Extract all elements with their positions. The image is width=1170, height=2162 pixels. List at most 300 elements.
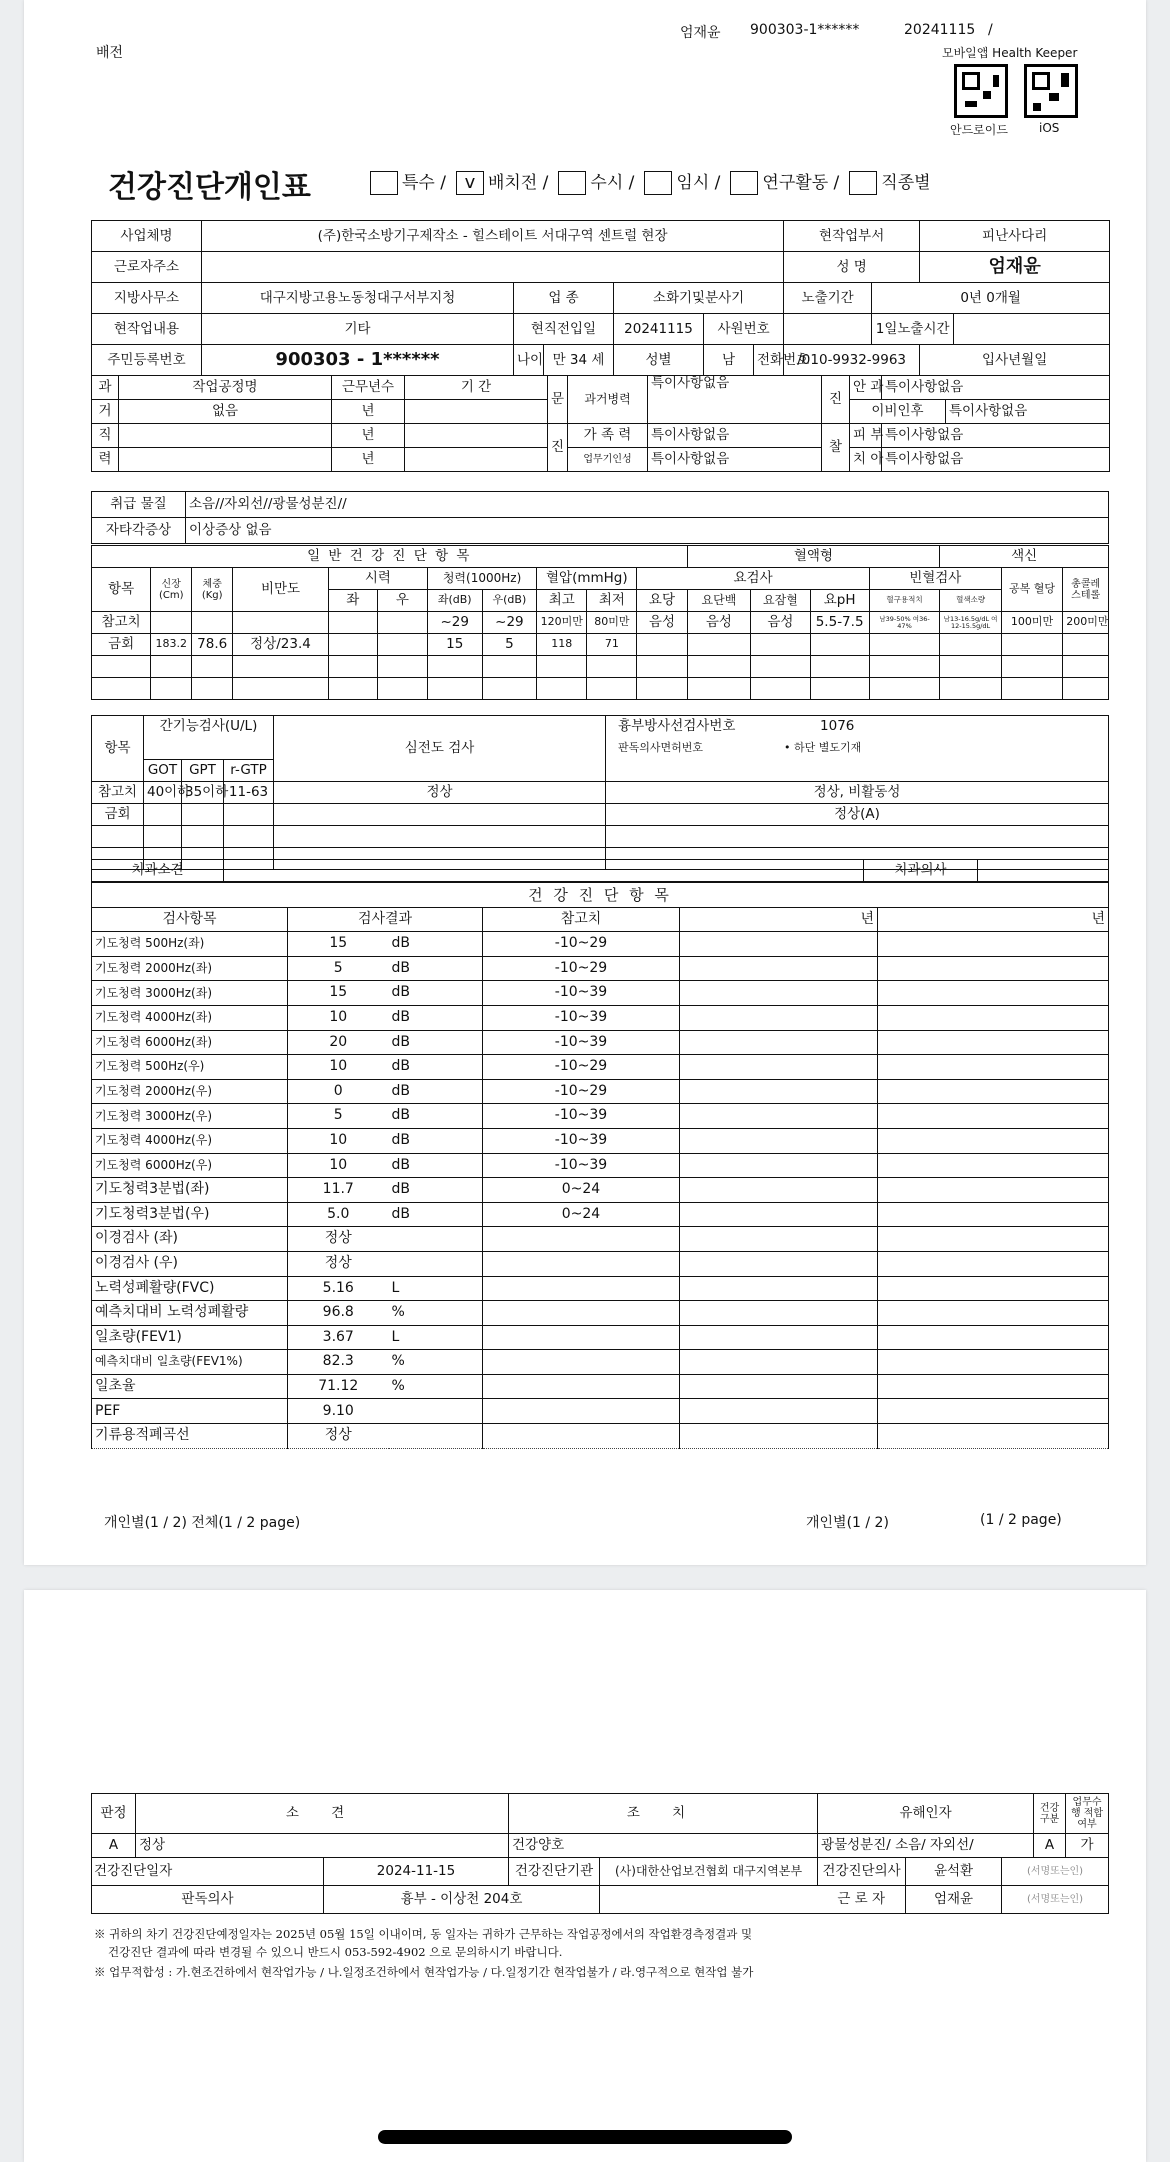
- history-table: [91, 375, 1110, 472]
- test-row: [92, 1153, 1109, 1178]
- side-past-2: 거: [92, 400, 119, 424]
- general-ref-10: 음성: [637, 612, 687, 634]
- test-year-1: [680, 1325, 878, 1350]
- past-illness-value: 특이사항없음: [648, 376, 822, 424]
- test-name: 기도청력 3000Hz(좌): [92, 981, 288, 1006]
- col-years: 근무년수: [332, 376, 405, 400]
- exam-type-separator: /: [623, 173, 635, 193]
- h-vision-right: 우: [377, 590, 427, 612]
- test-row: [92, 1424, 1109, 1449]
- dental-table: [91, 859, 1109, 882]
- header-date: 20241115: [904, 22, 976, 38]
- general-reference-row: [92, 612, 1109, 634]
- test-reference: 0~24: [483, 1202, 680, 1227]
- general-val-15: [940, 634, 1001, 656]
- label-hire-date: 입사년월일: [920, 345, 1110, 376]
- sex-value: 남: [704, 345, 754, 376]
- h-work-fitness: 업무수행 적합여부: [1066, 1794, 1109, 1834]
- test-row: [92, 1399, 1109, 1424]
- chest-xray-cell: [606, 716, 1109, 782]
- test-items-table: [91, 882, 1109, 1449]
- jinchal-2: 찰: [822, 424, 850, 472]
- h-glucose: 공복 혈당: [1001, 568, 1062, 612]
- test-unit: dB: [389, 1030, 483, 1055]
- reader-license-label: 판독의사면허번호: [618, 741, 704, 754]
- general-val-0: 금회: [92, 634, 151, 656]
- h-test-ref: 참고치: [483, 907, 680, 932]
- test-year-1: [680, 1276, 878, 1301]
- h-vision-left: 좌: [328, 590, 377, 612]
- test-result: 9.10: [288, 1399, 389, 1424]
- home-indicator[interactable]: [378, 2130, 792, 2144]
- got-ref: 40이하: [144, 782, 182, 804]
- h-rgtp: r-GTP: [224, 760, 274, 782]
- h-findings: 소 견: [136, 1794, 509, 1834]
- test-row: [92, 1227, 1109, 1252]
- test-year-1: [680, 956, 878, 981]
- label-teeth: 치 아: [850, 448, 882, 472]
- test-unit: dB: [389, 1153, 483, 1178]
- ios-label: iOS: [1039, 121, 1060, 135]
- test-year-2: [878, 932, 1109, 957]
- test-name: 일초량(FEV1): [92, 1325, 288, 1350]
- general-val-12: [751, 634, 810, 656]
- company-name: (주)한국소방기구제작소 - 힐스테이트 서대구역 센트럴 현장: [202, 221, 784, 252]
- test-name: 기도청력 4000Hz(좌): [92, 1005, 288, 1030]
- action-value: 건강양호: [509, 1834, 818, 1858]
- doctor-signature: (서명또는인): [1002, 1858, 1109, 1886]
- test-name: 기류용적폐곡선: [92, 1424, 288, 1449]
- general-ref-4: [328, 612, 377, 634]
- h-urine-blood: 요잠혈: [751, 590, 810, 612]
- test-year-2: [878, 1251, 1109, 1276]
- test-year-1: [680, 1055, 878, 1080]
- h-test-item: 검사항목: [92, 907, 288, 932]
- test-row: [92, 1276, 1109, 1301]
- test-unit: dB: [389, 1005, 483, 1030]
- general-ref-2: [192, 612, 233, 634]
- exam-type-separator: /: [709, 173, 721, 193]
- label-work-content: 현작업내용: [92, 314, 202, 345]
- test-year-2: [878, 1350, 1109, 1375]
- h-weight: 체중 (Kg): [192, 568, 233, 612]
- h-hazard: 유해인자: [818, 1794, 1034, 1834]
- exam-type-2: [558, 173, 634, 193]
- exam-type-separator: /: [434, 173, 446, 193]
- test-year-1: [680, 1202, 878, 1227]
- ios-qr-code[interactable]: [1024, 64, 1078, 118]
- mobile-app-label: 모바일앱 Health Keeper: [942, 46, 1078, 60]
- exam-type-checkbox[interactable]: [644, 171, 672, 195]
- test-result: 96.8: [288, 1301, 389, 1326]
- test-unit: %: [389, 1374, 483, 1399]
- label-eye: 안 과: [850, 376, 882, 400]
- test-name: 기도청력3분법(좌): [92, 1178, 288, 1203]
- label-exposure-period: 노출기간: [784, 283, 872, 314]
- substances-value: 소음//자외선//광물성분진//: [186, 492, 1109, 518]
- test-result: 0: [288, 1079, 389, 1104]
- test-reference: -10~39: [483, 1104, 680, 1129]
- general-val-13: [810, 634, 869, 656]
- test-reference: [483, 1301, 680, 1326]
- test-result: 10: [288, 1128, 389, 1153]
- form-title: 건강진단개인표: [108, 170, 311, 205]
- exam-type-1: [456, 173, 548, 193]
- h-urine-protein: 요단백: [687, 590, 751, 612]
- page-indicator-total: (1 / 2 page): [980, 1512, 1062, 1528]
- test-year-2: [878, 1030, 1109, 1055]
- test-year-1: [680, 932, 878, 957]
- test-name: 이경검사 (좌): [92, 1227, 288, 1252]
- exam-type-options: [370, 168, 941, 195]
- test-year-2: [878, 1325, 1109, 1350]
- exam-type-checkbox[interactable]: [730, 171, 758, 195]
- industry-value: 소화기및분사기: [614, 283, 784, 314]
- see-below-note: • 하단 별도기재: [784, 741, 862, 754]
- h-hematocrit: 혈구용적치: [869, 590, 940, 612]
- test-year-2: [878, 1104, 1109, 1129]
- age-value: 만 34 세: [544, 345, 614, 376]
- test-unit: L: [389, 1325, 483, 1350]
- label-rrn: 주민등록번호: [92, 345, 202, 376]
- general-ref-0: 참고치: [92, 612, 151, 634]
- test-result: 정상: [288, 1424, 389, 1449]
- test-row: [92, 1301, 1109, 1326]
- test-name: PEF: [92, 1399, 288, 1424]
- h-gpt: GPT: [182, 760, 224, 782]
- test-result: 11.7: [288, 1178, 389, 1203]
- test-year-2: [878, 1079, 1109, 1104]
- general-ref-5: [377, 612, 427, 634]
- general-exam-table: [91, 545, 1109, 700]
- munjin-2: 진: [548, 424, 568, 472]
- side-past-4: 력: [92, 448, 119, 472]
- test-unit: dB: [389, 1104, 483, 1129]
- label-industry: 업 종: [514, 283, 614, 314]
- general-ref-3: [233, 612, 329, 634]
- android-label: 안드로이드: [950, 123, 1008, 137]
- teeth-value: 특이사항없음: [882, 448, 1110, 472]
- general-val-16: [1001, 634, 1062, 656]
- years-3: 년: [332, 448, 405, 472]
- label-worker: 근 로 자: [600, 1886, 906, 1914]
- test-unit: [389, 1424, 483, 1449]
- general-ref-1: [151, 612, 192, 634]
- exam-type-checkbox[interactable]: [558, 171, 586, 195]
- test-year-1: [680, 981, 878, 1006]
- process-3: [119, 448, 332, 472]
- findings-value: 정상: [136, 1834, 509, 1858]
- test-year-1: [680, 1128, 878, 1153]
- h-bp-max: 최고: [537, 590, 587, 612]
- h-hemoglobin: 혈색소량: [940, 590, 1001, 612]
- exam-type-checkbox[interactable]: [370, 171, 398, 195]
- test-result: 5.16: [288, 1276, 389, 1301]
- test-year-2: [878, 1055, 1109, 1080]
- dentist-label: 치과의사: [864, 860, 978, 882]
- exam-type-separator: /: [537, 173, 549, 193]
- test-row: [92, 981, 1109, 1006]
- current-label-2: 금회: [92, 804, 144, 826]
- exposure-period-value: 0년 0개월: [872, 283, 1110, 314]
- label-employee-no: 사원번호: [704, 314, 784, 345]
- page-1: [24, 0, 1146, 1565]
- test-year-2: [878, 1374, 1109, 1399]
- test-row: [92, 1178, 1109, 1203]
- general-val-14: [869, 634, 940, 656]
- test-year-1: [680, 1104, 878, 1129]
- judgment-value: A: [92, 1834, 136, 1858]
- test-row: [92, 1202, 1109, 1227]
- rgtp-ref: 11-63: [224, 782, 274, 804]
- test-reference: -10~29: [483, 1055, 680, 1080]
- test-unit: dB: [389, 981, 483, 1006]
- h-hearing: 청력(1000Hz): [427, 568, 536, 590]
- reader-value: 흉부 - 이상천 204호: [324, 1886, 600, 1914]
- h-vision: 시력: [328, 568, 427, 590]
- test-row: [92, 1128, 1109, 1153]
- test-unit: [389, 1251, 483, 1276]
- exam-type-label: 연구활동: [762, 173, 829, 193]
- android-qr-code[interactable]: [954, 64, 1008, 118]
- exam-type-5: [849, 173, 930, 193]
- test-year-1: [680, 1079, 878, 1104]
- label-family-history: 가 족 력: [568, 424, 648, 448]
- exam-type-0: [370, 173, 446, 193]
- test-unit: dB: [389, 1128, 483, 1153]
- test-year-2: [878, 1005, 1109, 1030]
- page-indicator-left: 개인별(1 / 2) 전체(1 / 2 page): [104, 1515, 301, 1531]
- judgment-table: [91, 1793, 1109, 1914]
- work-fitness-note: ※ 업무적합성 : 가.현조건하에서 현작업가능 / 나.일정조건하에서 현작업가능 / 다.일정기간 현작업불가 / 라.영구적으로 현작업 불가: [94, 1965, 754, 1979]
- general-val-4: [328, 634, 377, 656]
- general-val-10: [637, 634, 687, 656]
- test-row: [92, 1104, 1109, 1129]
- test-reference: [483, 1251, 680, 1276]
- test-reference: [483, 1399, 680, 1424]
- side-past-3: 직: [92, 424, 119, 448]
- test-row: [92, 1030, 1109, 1055]
- work-fitness-value: 가: [1066, 1834, 1109, 1858]
- label-skin: 피 부: [850, 424, 882, 448]
- rrn-value: 900303 - 1******: [202, 345, 514, 376]
- test-reference: -10~39: [483, 981, 680, 1006]
- general-ref-7: ~29: [482, 612, 537, 634]
- worker-signature: (서명또는인): [1002, 1886, 1109, 1914]
- general-ref-11: 음성: [687, 612, 751, 634]
- exam-type-label: 수시: [590, 173, 624, 193]
- general-ref-16: 100미만: [1001, 612, 1062, 634]
- test-unit: dB: [389, 956, 483, 981]
- ecg-ref: 정상: [274, 782, 606, 804]
- department-value: 피난사다리: [920, 221, 1110, 252]
- worker-value: 엄재윤: [906, 1886, 1002, 1914]
- next-exam-note-2: 건강진단 결과에 따라 변경될 수 있으니 반드시 053-592-4902 으로 문의하시기 바랍니다.: [108, 1945, 563, 1959]
- h-ecg: 심전도 검사: [274, 716, 606, 782]
- label-exam-agency: 건강진단기관: [509, 1858, 600, 1886]
- test-unit: L: [389, 1276, 483, 1301]
- exam-type-separator: /: [828, 173, 840, 193]
- general-val-5: [377, 634, 427, 656]
- exam-date-value: 2024-11-15: [324, 1858, 509, 1886]
- test-unit: %: [389, 1301, 483, 1326]
- blood-type-label: 혈액형: [687, 546, 940, 568]
- header-rrn: 900303-1******: [750, 22, 860, 38]
- exam-type-label: 직종별: [881, 173, 931, 193]
- phone-value: /010-9932-9963: [784, 345, 920, 376]
- general-ref-6: ~29: [427, 612, 482, 634]
- test-name: 이경검사 (우): [92, 1251, 288, 1276]
- worker-name: 엄재윤: [920, 252, 1110, 283]
- test-reference: [483, 1276, 680, 1301]
- general-val-6: 15: [427, 634, 482, 656]
- general-ref-17: 200미만: [1063, 612, 1109, 634]
- test-year-2: [878, 981, 1109, 1006]
- test-reference: [483, 1227, 680, 1252]
- test-year-2: [878, 1399, 1109, 1424]
- ref-label-2: 참고치: [92, 782, 144, 804]
- h-action: 조 치: [509, 1794, 818, 1834]
- label-substances: 취급 물질: [92, 492, 186, 518]
- test-year-1: [680, 1350, 878, 1375]
- test-result: 15: [288, 932, 389, 957]
- h-test-result: 검사결과: [288, 907, 483, 932]
- h-cholesterol: 총콜레 스테롤: [1063, 568, 1109, 612]
- label-phone: 전화번호: [754, 345, 784, 376]
- skin-value: 특이사항없음: [882, 424, 1110, 448]
- test-row: [92, 1374, 1109, 1399]
- label-work-related: 업무기인성: [568, 448, 648, 472]
- health-class-value: A: [1034, 1834, 1066, 1858]
- test-reference: [483, 1350, 680, 1375]
- test-result: 3.67: [288, 1325, 389, 1350]
- worker-info-table: [91, 220, 1110, 376]
- test-result: 정상: [288, 1227, 389, 1252]
- label-age: 나이: [514, 345, 544, 376]
- exam-type-checkbox[interactable]: [849, 171, 877, 195]
- h-year-2: 년: [878, 907, 1109, 932]
- exam-doctor-value: 윤석환: [906, 1858, 1002, 1886]
- daily-exposure-value: [954, 314, 1110, 345]
- test-result: 5: [288, 956, 389, 981]
- test-row: [92, 1350, 1109, 1375]
- years-1: 년: [332, 400, 405, 424]
- h-urine-glucose: 요당: [637, 590, 687, 612]
- test-year-2: [878, 1128, 1109, 1153]
- test-unit: [389, 1227, 483, 1252]
- test-name: 기도청력 3000Hz(우): [92, 1104, 288, 1129]
- h-obesity: 비만도: [233, 568, 329, 612]
- test-year-2: [878, 956, 1109, 981]
- col-process: 작업공정명: [119, 376, 332, 400]
- general-val-1: 183.2: [151, 634, 192, 656]
- header-slash: /: [988, 22, 993, 38]
- test-reference: -10~29: [483, 1079, 680, 1104]
- header-name: 엄재윤: [680, 25, 721, 41]
- general-val-7: 5: [482, 634, 537, 656]
- general-ref-9: 80미만: [587, 612, 637, 634]
- side-past-1: 과: [92, 376, 119, 400]
- tests-title: 건 강 진 단 항 목: [92, 883, 1109, 908]
- exam-agency-value: (사)대한산업보건협회 대구지역본부: [600, 1858, 818, 1886]
- years-2: 년: [332, 424, 405, 448]
- test-year-1: [680, 1424, 878, 1449]
- work-related-value: 특이사항없음: [648, 448, 822, 472]
- test-unit: dB: [389, 1079, 483, 1104]
- test-reference: 0~24: [483, 1178, 680, 1203]
- test-year-2: [878, 1202, 1109, 1227]
- test-unit: dB: [389, 932, 483, 957]
- label-exam-doctor: 건강진단의사: [818, 1858, 906, 1886]
- h-got: GOT: [144, 760, 182, 782]
- test-row: [92, 1251, 1109, 1276]
- test-name: 기도청력 6000Hz(좌): [92, 1030, 288, 1055]
- test-row: [92, 932, 1109, 957]
- h-health-class: 건강 구분: [1034, 1794, 1066, 1834]
- h-chest-xray: 흉부방사선검사번호: [618, 718, 736, 734]
- test-year-1: [680, 1178, 878, 1203]
- label-past-illness: 과거병력: [568, 376, 648, 424]
- exam-type-4: [730, 173, 839, 193]
- h-bp-min: 최저: [587, 590, 637, 612]
- test-unit: %: [389, 1350, 483, 1375]
- test-name: 기도청력 500Hz(우): [92, 1055, 288, 1080]
- test-reference: -10~39: [483, 1128, 680, 1153]
- test-unit: dB: [389, 1202, 483, 1227]
- test-year-1: [680, 1030, 878, 1055]
- process-2: [119, 424, 332, 448]
- test-row: [92, 1055, 1109, 1080]
- label-name: 성 명: [784, 252, 920, 283]
- munjin-1: 문: [548, 376, 568, 424]
- test-unit: [389, 1399, 483, 1424]
- period-2: [405, 424, 548, 448]
- exam-type-checkbox[interactable]: v: [456, 171, 484, 195]
- exposure-table: [91, 491, 1109, 544]
- page-2: [24, 1590, 1146, 2162]
- test-year-1: [680, 1399, 878, 1424]
- symptoms-value: 이상증상 없음: [186, 518, 1109, 544]
- label-company: 사업체명: [92, 221, 202, 252]
- test-reference: [483, 1374, 680, 1399]
- general-ref-15: 남13-16.5g/dL 여12-15.5g/dL: [940, 612, 1001, 634]
- test-reference: -10~39: [483, 1030, 680, 1055]
- test-year-2: [878, 1301, 1109, 1326]
- exam-type-label: 특수: [402, 173, 435, 193]
- test-result: 10: [288, 1055, 389, 1080]
- test-result: 10: [288, 1005, 389, 1030]
- h-blood-pressure: 혈압(mmHg): [537, 568, 637, 590]
- general-current-row: [92, 634, 1109, 656]
- h-hearing-right: 우(dB): [482, 590, 537, 612]
- test-year-1: [680, 1153, 878, 1178]
- test-reference: [483, 1424, 680, 1449]
- h-liver: 간기능검사(U/L): [144, 716, 274, 760]
- test-name: 노력성폐활량(FVC): [92, 1276, 288, 1301]
- label-address: 근로자주소: [92, 252, 202, 283]
- general-ref-12: 음성: [751, 612, 810, 634]
- test-year-2: [878, 1227, 1109, 1252]
- general-val-11: [687, 634, 751, 656]
- test-name: 기도청력 6000Hz(우): [92, 1153, 288, 1178]
- header-corner-label: 배전: [96, 45, 124, 61]
- general-ref-14: 남39-50% 여36-47%: [869, 612, 940, 634]
- h-hearing-left: 좌(dB): [427, 590, 482, 612]
- test-year-2: [878, 1276, 1109, 1301]
- label-department: 현작업부서: [784, 221, 920, 252]
- test-result: 20: [288, 1030, 389, 1055]
- test-reference: -10~29: [483, 932, 680, 957]
